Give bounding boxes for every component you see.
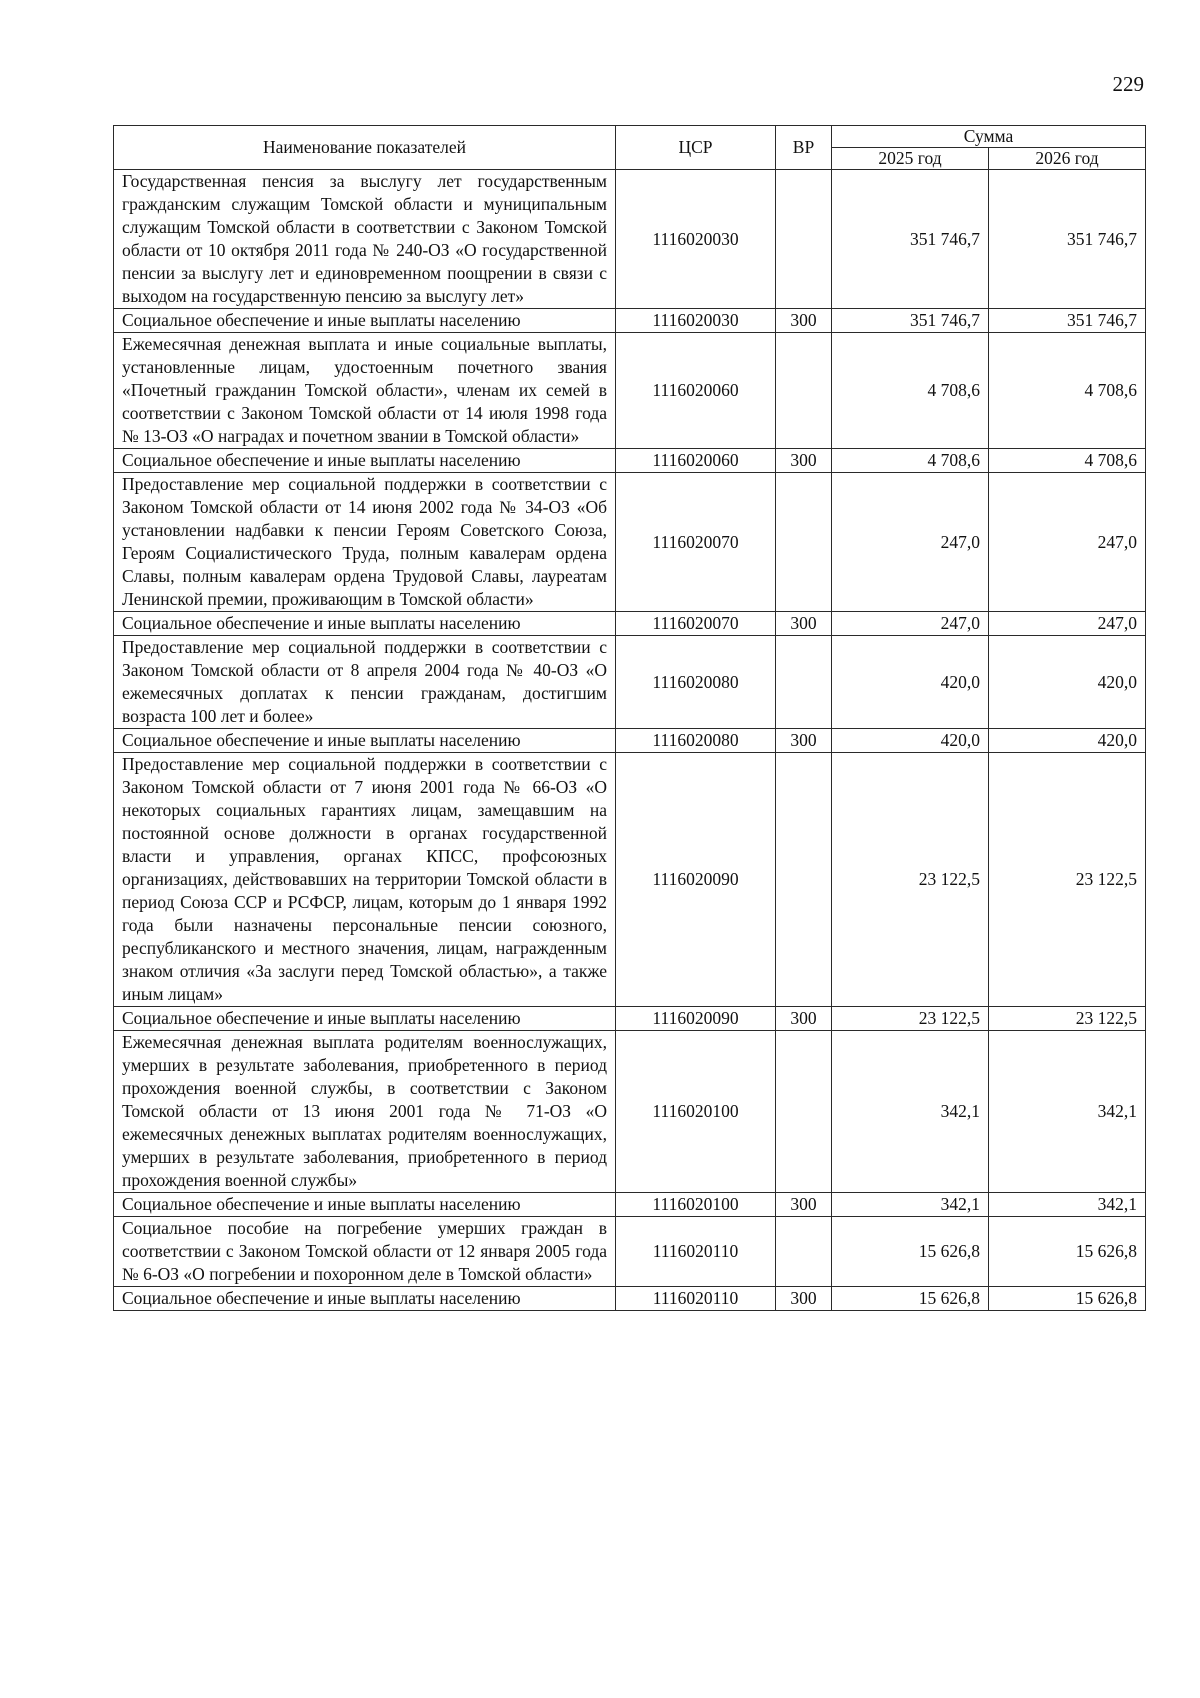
table-row [114,612,1146,636]
table-body [114,170,1146,1311]
row-vr [776,636,832,729]
row-vr: 300 [776,449,832,473]
row-csr: 1116020070 [616,473,776,612]
row-csr: 1116020080 [616,636,776,729]
table-row [114,309,1146,333]
table-row [114,1031,1146,1193]
row-sum-2026: 23 122,5 [989,753,1146,1007]
row-sum-2025: 420,0 [832,636,989,729]
row-vr: 300 [776,612,832,636]
row-vr: 300 [776,1007,832,1031]
page-number: 229 [1112,72,1144,96]
header-name: Наименование показателей [114,126,616,170]
row-csr: 1116020110 [616,1217,776,1287]
row-sum-2026: 15 626,8 [989,1287,1146,1311]
row-sum-2025: 351 746,7 [832,309,989,333]
row-sum-2025: 420,0 [832,729,989,753]
row-sum-2026: 4 708,6 [989,449,1146,473]
row-name: Предоставление мер социальной поддержки в соответствии с Законом Томской области от 8 апреля 2004 года № 40-ОЗ «О ежемесячных доплатах к пенсии гражданам, достигшим возраста 100 лет и более» [114,636,616,729]
row-vr: 300 [776,309,832,333]
row-sum-2025: 23 122,5 [832,753,989,1007]
table-row [114,729,1146,753]
header-sum: Сумма [832,126,1146,148]
row-csr: 1116020030 [616,309,776,333]
table-row [114,636,1146,729]
row-name: Ежемесячная денежная выплата и иные социальные выплаты, установленные лицам, удостоенным почетного звания «Почетный гражданин Томской области», членам их семей в соответствии с Законом Томской области от 14 июля 1998 года № 13-ОЗ «О наградах и почетном звании в Томской области» [114,333,616,449]
header-csr: ЦСР [616,126,776,170]
row-sum-2026: 342,1 [989,1193,1146,1217]
row-vr [776,753,832,1007]
row-sum-2025: 247,0 [832,473,989,612]
header-year-2025: 2025 год [832,148,989,170]
row-name: Социальное обеспечение и иные выплаты населению [114,309,616,333]
table-row [114,1007,1146,1031]
table-row [114,449,1146,473]
table-row [114,1193,1146,1217]
row-name: Социальное обеспечение и иные выплаты населению [114,1007,616,1031]
row-sum-2025: 23 122,5 [832,1007,989,1031]
row-sum-2025: 4 708,6 [832,333,989,449]
row-name: Социальное обеспечение и иные выплаты населению [114,449,616,473]
row-vr [776,1217,832,1287]
row-vr: 300 [776,1287,832,1311]
row-sum-2025: 247,0 [832,612,989,636]
row-csr: 1116020090 [616,1007,776,1031]
row-sum-2025: 342,1 [832,1031,989,1193]
row-sum-2025: 342,1 [832,1193,989,1217]
row-sum-2026: 420,0 [989,729,1146,753]
row-vr [776,333,832,449]
row-sum-2026: 23 122,5 [989,1007,1146,1031]
row-vr [776,170,832,309]
header-year-2026: 2026 год [989,148,1146,170]
table-row [114,473,1146,612]
table-row [114,170,1146,309]
row-csr: 1116020030 [616,170,776,309]
row-vr [776,1031,832,1193]
row-sum-2026: 247,0 [989,473,1146,612]
table-row [114,333,1146,449]
table-row [114,1217,1146,1287]
row-sum-2026: 4 708,6 [989,333,1146,449]
row-sum-2025: 15 626,8 [832,1287,989,1311]
row-sum-2026: 342,1 [989,1031,1146,1193]
row-csr: 1116020100 [616,1031,776,1193]
row-name: Социальное обеспечение и иные выплаты населению [114,612,616,636]
row-name: Предоставление мер социальной поддержки в соответствии с Законом Томской области от 14 июня 2002 года № 34-ОЗ «Об установлении надбавки к пенсии Героям Советского Союза, Героям Социалистического Труда, полным кавалерам ордена Славы, полным кавалерам ордена Трудовой Славы, лауреатам Ленинской премии, проживающим в Томской области» [114,473,616,612]
budget-table [113,125,1146,1311]
row-vr: 300 [776,1193,832,1217]
row-sum-2026: 247,0 [989,612,1146,636]
row-sum-2026: 351 746,7 [989,170,1146,309]
row-name: Социальное обеспечение и иные выплаты населению [114,1193,616,1217]
row-name: Социальное обеспечение и иные выплаты населению [114,1287,616,1311]
row-sum-2025: 4 708,6 [832,449,989,473]
table-row [114,1287,1146,1311]
row-vr: 300 [776,729,832,753]
row-csr: 1116020110 [616,1287,776,1311]
row-name: Социальное пособие на погребение умерших граждан в соответствии с Законом Томской области от 12 января 2005 года № 6-ОЗ «О погребении и похоронном деле в Томской области» [114,1217,616,1287]
row-csr: 1116020070 [616,612,776,636]
row-csr: 1116020100 [616,1193,776,1217]
row-csr: 1116020080 [616,729,776,753]
table-row [114,753,1146,1007]
row-vr [776,473,832,612]
header-vr: ВР [776,126,832,170]
row-name: Социальное обеспечение и иные выплаты населению [114,729,616,753]
row-csr: 1116020090 [616,753,776,1007]
row-csr: 1116020060 [616,333,776,449]
table-header [114,126,1146,170]
row-sum-2025: 351 746,7 [832,170,989,309]
row-csr: 1116020060 [616,449,776,473]
row-name: Ежемесячная денежная выплата родителям военнослужащих, умерших в результате заболевания, приобретенного в период прохождения военной службы, в соответствии с Законом Томской области от 13 июня 2001 года № 71-ОЗ «О ежемесячных денежных выплатах родителям военнослужащих, умерших в результате заболевания, приобретенного в период прохождения военной службы» [114,1031,616,1193]
row-sum-2026: 420,0 [989,636,1146,729]
row-sum-2026: 15 626,8 [989,1217,1146,1287]
row-name: Предоставление мер социальной поддержки в соответствии с Законом Томской области от 7 июня 2001 года № 66-ОЗ «О некоторых социальных гарантиях лицам, замещавшим на постоянной основе должности в органах государственной власти и управления, органах КПСС, профсоюзных организациях, действовавших на территории Томской области в период Союза ССР и РСФСР, лицам, которым до 1 января 1992 года были назначены персональные пенсии союзного, республиканского и местного значения, лицам, награжденным знаком отличия «За заслуги перед Томской областью», а также иным лицам» [114,753,616,1007]
row-sum-2026: 351 746,7 [989,309,1146,333]
row-sum-2025: 15 626,8 [832,1217,989,1287]
row-name: Государственная пенсия за выслугу лет государственным гражданским служащим Томской области и муниципальным служащим Томской области в соответствии с Законом Томской области от 10 октября 2011 года № 240-ОЗ «О государственной пенсии за выслугу лет и единовременном поощрении в связи с выходом на государственную пенсию за выслугу лет» [114,170,616,309]
